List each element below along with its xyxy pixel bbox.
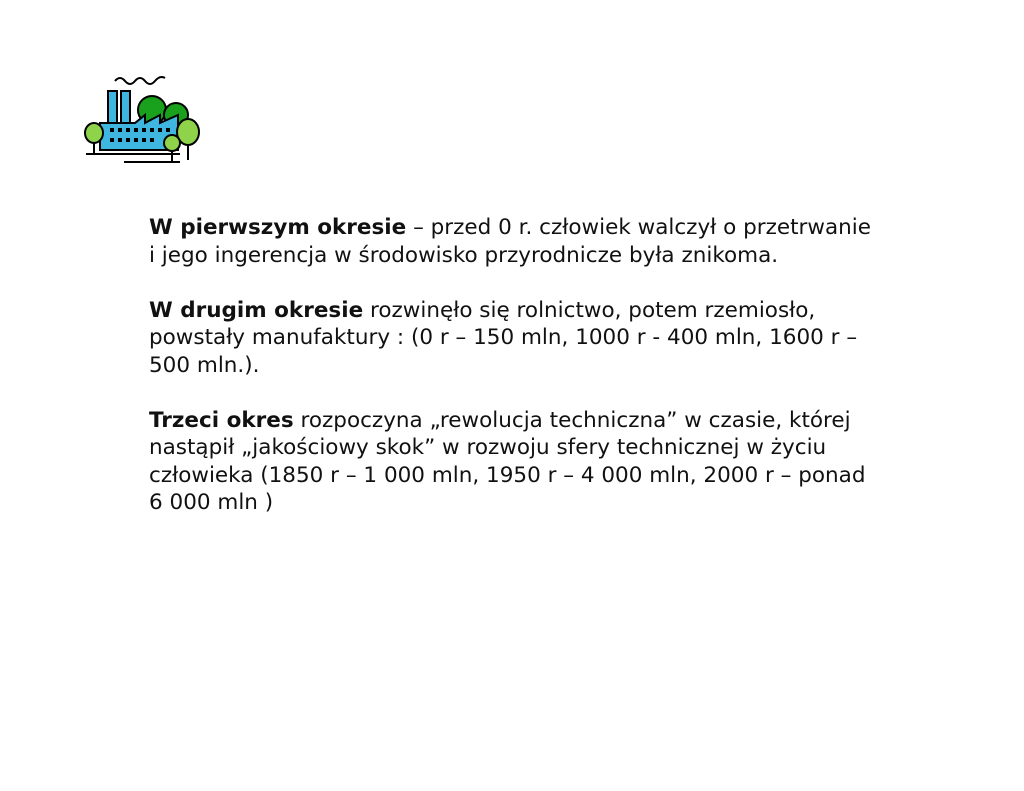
- paragraph-heading: W drugim okresie: [149, 297, 364, 323]
- paragraph-body: rozwinęło się rolnictwo, potem rzemiosło, powstały manufaktury : (0 r – 150 mln, 1000 r - 400 mln, 1600 r – 500 mln.).: [149, 297, 858, 378]
- paragraph-heading: Trzeci okres: [149, 407, 294, 433]
- factory-icon: [80, 70, 210, 170]
- paragraph-heading: W pierwszym okresie: [149, 215, 407, 240]
- paragraph-body: rozpoczyna „rewolucja techniczna” w czasie, której nastąpił „jakościowy skok” w rozwoju sfery technicznej w życiu człowieka (1850 r – 1 000 mln, 1950 r – 4 000 mln, 2000 r – ponad 6 000 mln ): [149, 407, 866, 515]
- paragraph-body: – przed 0 r. człowiek walczył o przetrwanie i jego ingerencja w środowisko przyrodnicze była znikoma.: [149, 215, 871, 268]
- paragraph-first-period: [149, 214, 879, 269]
- paragraph-second-period: [149, 297, 879, 380]
- paragraph-third-period: [149, 407, 879, 517]
- text-block: [149, 214, 879, 544]
